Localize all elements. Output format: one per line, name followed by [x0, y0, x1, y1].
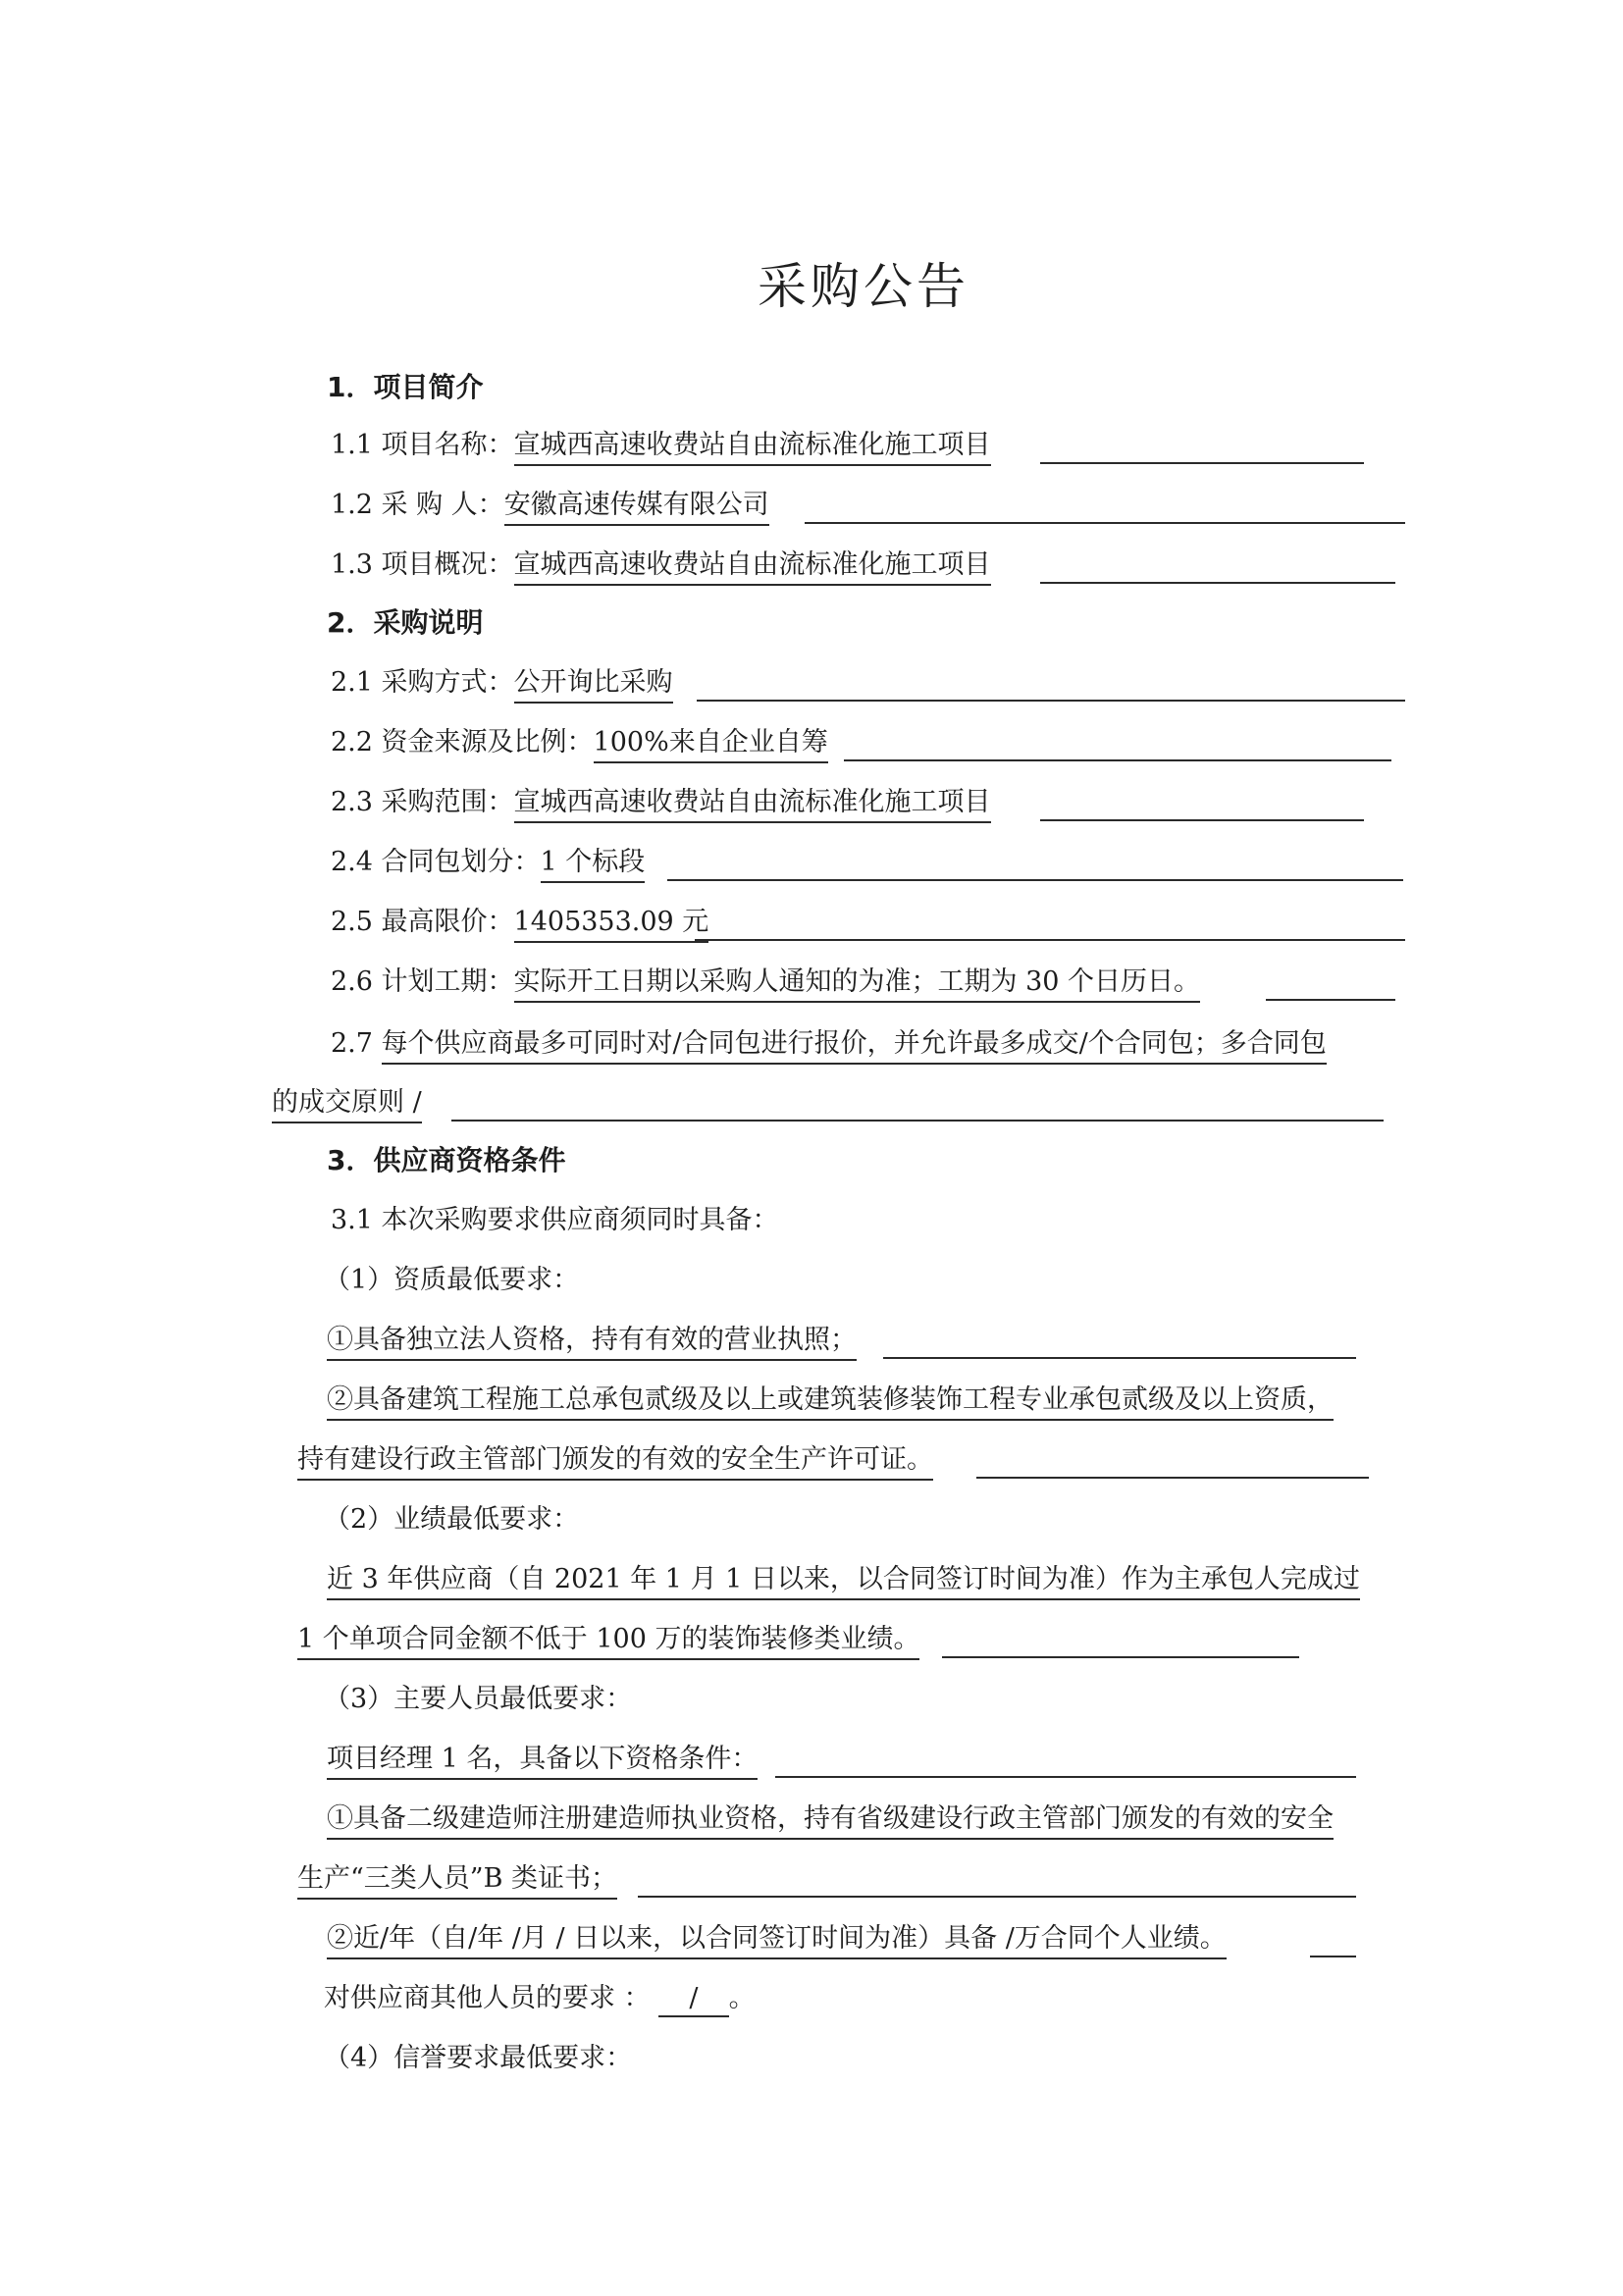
staff-project-manager-text: 项目经理 1 名，具备以下资格条件：	[327, 1743, 758, 1780]
qualification-1-text: ①具备独立法人资格，持有有效的营业执照；	[327, 1324, 857, 1361]
staff-project-manager-blank-line	[775, 1776, 1356, 1778]
staff-requirement-2	[327, 1922, 1227, 1959]
qualification-1	[327, 1324, 857, 1361]
item-2-4-blank-line	[667, 879, 1403, 881]
other-staff-label: 对供应商其他人员的要求 ：	[324, 1983, 651, 2013]
section-3-heading: 3．供应商资格条件	[327, 1144, 566, 1176]
item-2-4-label: 2.4 合同包划分：	[331, 847, 541, 877]
qualification-1-blank-line	[883, 1357, 1356, 1359]
item-2-3	[331, 786, 991, 823]
item-2-2-value: 100%来自企业自筹	[594, 726, 828, 763]
section-1-heading: 1．项目简介	[327, 371, 484, 403]
performance-blank-line	[942, 1656, 1299, 1658]
staff-requirement-1-line1: ①具备二级建造师注册建造师执业资格，持有省级建设行政主管部门颁发的有效的安全	[327, 1802, 1334, 1840]
item-1-2-label: 1.2 采 购 人：	[331, 490, 504, 520]
item-2-3-value: 宣城西高速收费站自由流标准化施工项目	[514, 786, 991, 823]
item-1-2	[331, 489, 769, 526]
staff-requirement-1-continued	[297, 1862, 617, 1900]
staff-heading: （3）主要人员最低要求：	[324, 1684, 633, 1714]
staff-project-manager	[327, 1743, 758, 1780]
item-2-7	[331, 1027, 1327, 1065]
item-2-7-blank-line	[451, 1120, 1384, 1122]
other-staff-requirement	[324, 1982, 756, 2017]
item-2-5-value: 1405353.09 元	[514, 906, 709, 943]
staff-requirement-1-blank-line	[638, 1896, 1356, 1898]
credit-heading: （4）信誉要求最低要求：	[324, 2043, 633, 2073]
staff-requirement-2-blank-line	[1310, 1956, 1356, 1957]
item-2-7-value-line2: 的成交原则 /	[272, 1086, 422, 1123]
item-2-7-value-line1: 每个供应商最多可同时对/合同包进行报价，并允许最多成交/个合同包；多合同包	[382, 1027, 1327, 1065]
item-2-2-label: 2.2 资金来源及比例：	[331, 727, 594, 757]
section-2-heading: 2．采购说明	[327, 606, 484, 639]
item-2-2-blank-line	[844, 759, 1391, 761]
qualification-2-continued	[297, 1443, 933, 1481]
item-2-6-blank-line	[1266, 999, 1395, 1001]
item-2-5-blank-line	[695, 939, 1405, 941]
item-2-5	[331, 906, 708, 943]
item-2-1-blank-line	[697, 700, 1405, 702]
item-1-1-value: 宣城西高速收费站自由流标准化施工项目	[514, 429, 991, 466]
item-2-7-label: 2.7	[331, 1028, 382, 1059]
item-2-1	[331, 666, 673, 704]
other-staff-value: /	[658, 1982, 728, 2017]
item-2-2	[331, 726, 828, 763]
item-1-1	[331, 429, 991, 466]
item-2-1-value: 公开询比采购	[514, 666, 673, 704]
qualification-heading: （1）资质最低要求：	[324, 1265, 580, 1295]
performance-heading: （2）业绩最低要求：	[324, 1504, 580, 1535]
item-1-1-label: 1.1 项目名称：	[331, 430, 514, 460]
performance-requirement-continued	[297, 1623, 919, 1660]
item-1-2-value: 安徽高速传媒有限公司	[504, 489, 769, 526]
staff-requirement-1	[327, 1802, 1334, 1840]
item-2-5-label: 2.5 最高限价：	[331, 907, 514, 937]
qualification-2-text-line1: ②具备建筑工程施工总承包贰级及以上或建筑装修装饰工程专业承包贰级及以上资质，	[327, 1383, 1334, 1421]
performance-text-line2: 1 个单项合同金额不低于 100 万的装饰装修类业绩。	[297, 1623, 919, 1660]
staff-requirement-1-line2: 生产“三类人员”B 类证书；	[297, 1862, 617, 1900]
item-1-3-value: 宣城西高速收费站自由流标准化施工项目	[514, 548, 991, 586]
page-title: 采购公告	[758, 258, 969, 315]
item-2-6-value: 实际开工日期以采购人通知的为准；工期为 30 个日历日。	[514, 965, 1201, 1003]
performance-requirement	[327, 1563, 1360, 1600]
item-2-6	[331, 965, 1200, 1003]
item-2-7-continued	[272, 1086, 422, 1123]
item-1-3-label: 1.3 项目概况：	[331, 549, 514, 580]
qualification-2	[327, 1383, 1334, 1421]
item-2-4	[331, 846, 645, 883]
item-1-3	[331, 548, 991, 586]
item-1-2-blank-line	[805, 522, 1405, 524]
staff-requirement-2-text: ②近/年（自/年 /月 / 日以来，以合同签订时间为准）具备 /万合同个人业绩。	[327, 1922, 1227, 1959]
qualification-2-blank-line	[976, 1477, 1369, 1479]
item-1-3-blank-line	[1040, 582, 1395, 584]
qualification-2-text-line2: 持有建设行政主管部门颁发的有效的安全生产许可证。	[297, 1443, 933, 1481]
item-2-3-label: 2.3 采购范围：	[331, 787, 514, 817]
other-staff-suffix: 。	[728, 1983, 756, 2013]
item-2-6-label: 2.6 计划工期：	[331, 966, 514, 997]
item-2-1-label: 2.1 采购方式：	[331, 667, 514, 698]
item-1-1-blank-line	[1040, 462, 1364, 464]
performance-text-line1: 近 3 年供应商（自 2021 年 1 月 1 日以来，以合同签订时间为准）作为主承包人完成过	[327, 1563, 1360, 1600]
section-3-intro: 3.1 本次采购要求供应商须同时具备：	[331, 1205, 779, 1235]
item-2-3-blank-line	[1040, 819, 1364, 821]
item-2-4-value: 1 个标段	[541, 846, 646, 883]
